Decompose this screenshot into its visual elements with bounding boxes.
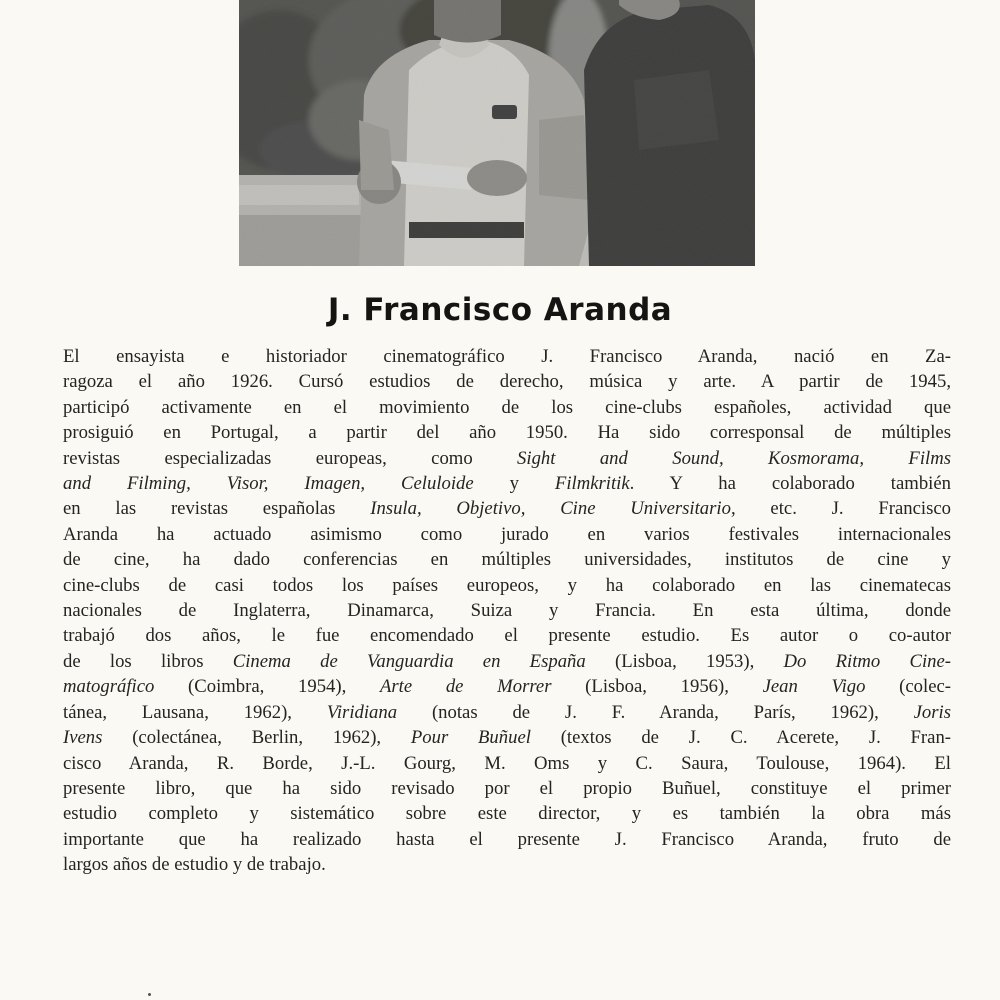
bio-title-italic: Pour Buñuel [410, 727, 531, 749]
bio-text: de los libros [63, 650, 233, 672]
bio-title-italic: Jean Vigo [762, 676, 866, 698]
bio-text: (Lisboa, 1953), [585, 650, 784, 672]
bio-line [63, 776, 951, 801]
bio-title-italic: Cinema de Vanguardia en España [232, 650, 586, 672]
bio-line [63, 700, 951, 725]
bio-text: participó activamente en el movimiento de los cine-clubs españoles, actividad que [63, 396, 951, 418]
bio-text: trabajó dos años, le fue encomendado el presente estudio. Es autor o co-autor [63, 625, 951, 647]
bio-text: cine-clubs de casi todos los países europeos, y ha colaborado en las cinematecas [63, 574, 951, 596]
bio-line [63, 547, 951, 572]
bio-line [63, 801, 951, 826]
bio-line [63, 573, 951, 598]
bio-title-italic: Do Ritmo Cine- [783, 650, 952, 672]
bio-line [63, 649, 951, 674]
bio-title-italic: matográfico [63, 676, 155, 698]
bio-text: tánea, Lausana, 1962), [63, 701, 327, 723]
bio-text: (Coimbra, 1954), [154, 676, 380, 698]
bio-text: (textos de J. C. Acerete, J. Fran- [530, 727, 952, 749]
bio-title-italic: Insula, Objetivo, Cine Universitario [370, 498, 731, 520]
bio-text: en las revistas españolas [63, 498, 371, 520]
bio-text: cisco Aranda, R. Borde, J.-L. Gourg, M. Oms y C. Saura, Toulouse, 1964). El [63, 752, 951, 774]
bio-title-italic: Filmkritik [554, 473, 630, 495]
bio-text: prosiguió en Portugal, a partir del año 1950. Ha sido corresponsal de múltiples [63, 422, 951, 444]
bio-line [63, 725, 951, 750]
bio-title-italic: Joris [913, 701, 951, 723]
bio-text: . Y ha colaborado también [629, 473, 951, 495]
bio-line [63, 446, 951, 471]
bio-line [63, 395, 951, 420]
bio-title-italic: Viridiana [326, 701, 398, 723]
bio-text: estudio completo y sistemático sobre este director, y es también la obra más [63, 803, 951, 825]
bio-line [63, 522, 951, 547]
bio-line [63, 827, 951, 852]
bio-line [63, 344, 951, 369]
bio-text: El ensayista e historiador cinematográfico J. Francisco Aranda, nació en Za- [63, 346, 951, 367]
bio-line [63, 751, 951, 776]
bio-text: (colectánea, Berlin, 1962), [102, 727, 411, 749]
bio-text: ragoza el año 1926. Cursó estudios de derecho, música y arte. A partir de 1945, [63, 371, 951, 393]
bio-line [63, 674, 951, 699]
bio-title-italic: and Filming, Visor, Imagen, Celuloide [63, 473, 474, 495]
bio-text: (colec- [865, 676, 952, 698]
author-name-heading: J. Francisco Aranda [327, 292, 673, 328]
author-biography [63, 344, 951, 878]
bio-text: de cine, ha dado conferencias en múltiples universidades, institutos de cine y [63, 549, 951, 571]
bio-title-italic: Sight and Sound, Kosmorama, Films [517, 447, 951, 469]
bio-text: y [473, 473, 555, 495]
bio-line [63, 496, 951, 521]
print-speck [148, 993, 151, 996]
bio-text: , etc. J. Francisco [730, 498, 952, 520]
bio-text: presente libro, que ha sido revisado por el propio Buñuel, constituye el primer [63, 777, 951, 799]
bio-line [63, 598, 951, 623]
bio-line [63, 852, 951, 877]
bio-line [63, 471, 951, 496]
bio-text: (Lisboa, 1956), [551, 676, 763, 698]
bio-title-italic: Arte de Morrer [379, 676, 552, 698]
bio-text: (notas de J. F. Aranda, París, 1962), [397, 701, 914, 723]
bio-title-italic: Ivens [63, 727, 103, 749]
bio-text: nacionales de Inglaterra, Dinamarca, Suiza y Francia. En esta última, donde [63, 600, 951, 622]
bio-line [63, 420, 951, 445]
bio-text: importante que ha realizado hasta el presente J. Francisco Aranda, fruto de [63, 828, 951, 850]
bio-text: revistas especializadas europeas, como [63, 447, 518, 469]
bio-line [63, 369, 951, 394]
bio-line [63, 623, 951, 648]
bio-text: Aranda ha actuado asimismo como jurado en varios festivales internacionales [63, 523, 951, 545]
bio-text: largos años de estudio y de trabajo. [63, 854, 326, 876]
author-photo [239, 0, 755, 266]
